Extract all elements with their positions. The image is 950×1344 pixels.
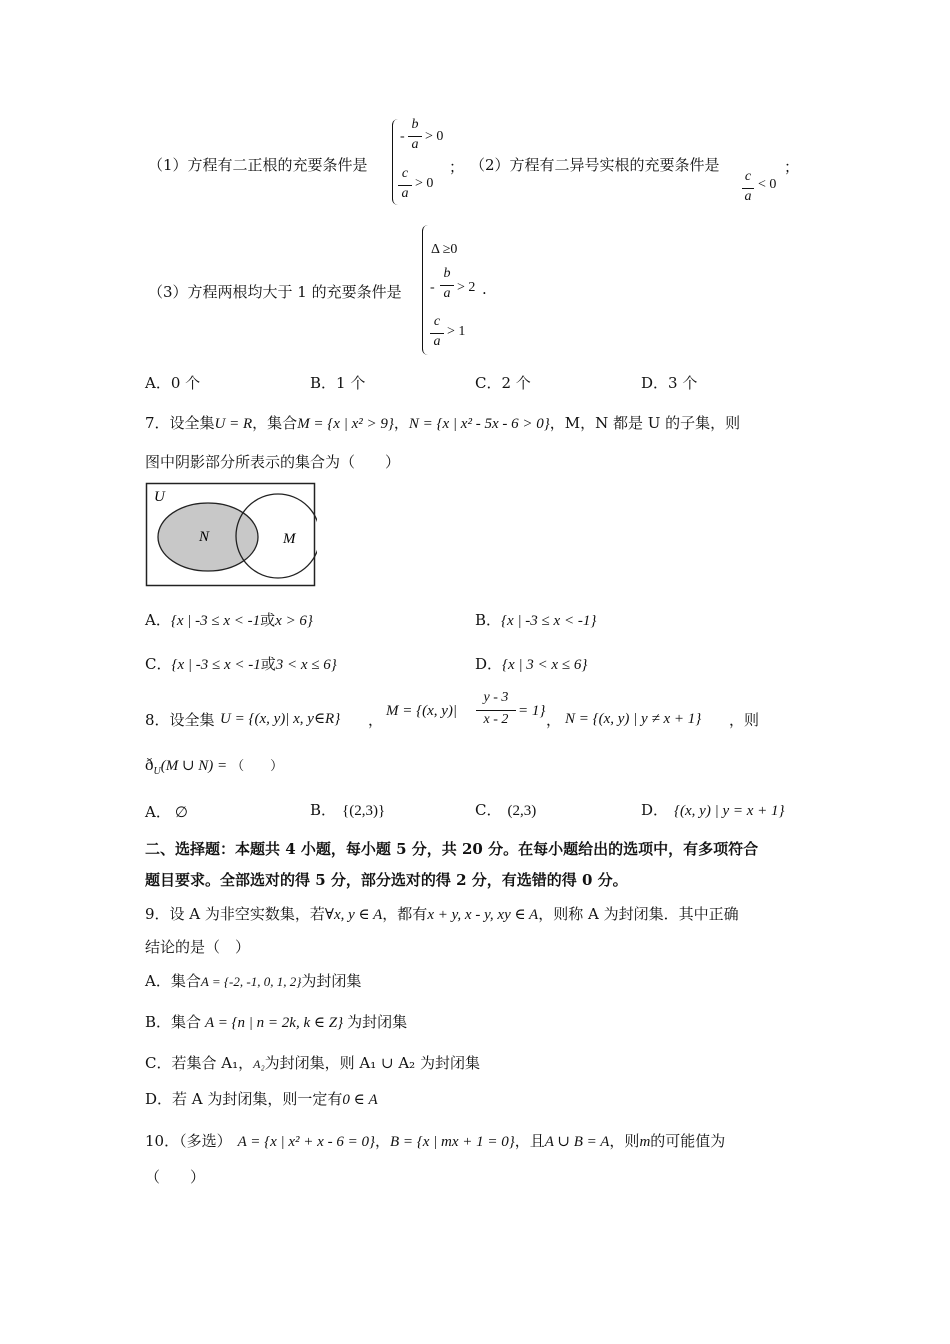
discriminant-condition: Δ ≥0 [431, 242, 458, 257]
union-condition: A ∪ B = A [544, 1134, 610, 1150]
q6-option-d[interactable]: D．3 个 [641, 374, 698, 392]
universal-set-def: U = R [214, 416, 253, 432]
q7-stem: 7．设全集U = R，集合M = {x | x² > 9}，N = {x | x² - 5x - 6 > 0}，M，N 都是 U 的子集，则 [145, 414, 741, 432]
q9-option-a[interactable]: A．集合A = {-2, -1, 0, 1, 2}为封闭集 [145, 972, 362, 990]
q9-option-c[interactable]: C．若集合 A₁，A₂为封闭集，则 A₁ ∪ A₂ 为封闭集 [145, 1054, 480, 1072]
q8-option-a[interactable]: A． ∅ [145, 803, 188, 821]
q7-option-c[interactable]: C．{x | -3 ≤ x < -1或3 < x ≤ 6} [145, 655, 337, 673]
q8-universal-set-def: U = {(x, y)| x, y∈R} [220, 711, 341, 727]
separator: ； [449, 158, 465, 176]
set-m-def: M = {x | x² > 9} [297, 416, 394, 432]
q8-stem-line2: $ð_U(M$ ∪ N) = （ ） [145, 755, 284, 777]
relation: > 0 [425, 129, 444, 144]
q7-stem-line2: 图中阴影部分所表示的集合为（ ） [145, 453, 401, 471]
minus-sign: - [430, 280, 435, 295]
q8-set-m-suffix: = 1} [518, 703, 546, 719]
q8-stem-start: 8．设全集 [145, 711, 215, 729]
fraction-b-over-a: b a [440, 266, 454, 306]
section-heading-line2: 题目要求。全部选对的得 5 分，部分选对的得 2 分，有选错的得 0 分。 [145, 871, 628, 889]
q8-option-c[interactable]: C． (2,3) [475, 801, 537, 819]
q9-stem: 9．设 A 为非空实数集，若∀x, y ∈ A，都有x + y, x - y, xy ∈ A，则称 A 为封闭集．其中正确 [145, 905, 739, 923]
variable-m: m [639, 1134, 651, 1150]
u-label: U [154, 489, 165, 505]
relation: > 2 [457, 280, 476, 295]
q6-option-b[interactable]: B．1 个 [310, 374, 366, 392]
q6-option-a[interactable]: A．0 个 [145, 374, 201, 392]
q9-stem-line2: 结论的是（ ） [145, 938, 251, 956]
period: . [482, 280, 487, 298]
section-heading-line1: 二、选择题：本题共 4 小题，每小题 5 分，共 20 分。在每小题给出的选项中，有多项符合 [145, 840, 759, 858]
q9-option-b[interactable]: B．集合 A = {n | n = 2k, k ∈ Z} 为封闭集 [145, 1013, 408, 1031]
comma: ， [546, 711, 562, 729]
separator: ； [784, 158, 800, 176]
q6-option-c[interactable]: C．2 个 [475, 374, 531, 392]
set-n-def: N = {x | x² - 5x - 6 > 0} [408, 416, 550, 432]
fraction-c-over-a: c a [742, 169, 754, 209]
q6-item1-label: （1）方程有二正根的充要条件是 [148, 156, 368, 174]
fraction-y3-over-x2: y - 3 x - 2 [476, 690, 516, 734]
relation: < 0 [758, 177, 777, 192]
q7-option-b[interactable]: B．{x | -3 ≤ x < -1} [475, 611, 597, 629]
relation: > 1 [447, 324, 466, 339]
q8-set-n-def: N = {(x, y) | y ≠ x + 1} [565, 711, 702, 727]
relation: > 0 [415, 176, 434, 191]
for-all-condition: ∀x, y ∈ A [324, 907, 383, 923]
q6-item3-label: （3）方程两根均大于 1 的充要条件是 [148, 283, 402, 301]
minus-sign: - [400, 129, 405, 144]
q9-option-d[interactable]: D．若 A 为封闭集，则一定有0 ∈ A [145, 1090, 378, 1108]
q8-option-b[interactable]: B． {(2,3)} [310, 801, 386, 819]
m-label: M [283, 531, 296, 547]
complement-symbol: ð [145, 755, 154, 774]
fraction-c-over-a: c a [398, 166, 412, 206]
fraction-b-over-a: b a [408, 117, 422, 157]
n-label: N [199, 529, 210, 545]
set-a-def: A = {x | x² + x - 6 = 0} [237, 1134, 375, 1150]
stem-end: ，则 [729, 711, 760, 729]
fraction-c-over-a: c a [430, 314, 444, 354]
venn-diagram [145, 482, 317, 588]
q7-option-a[interactable]: A．{x | -3 ≤ x < -1或x > 6} [145, 611, 313, 629]
q10-stem-line2: （ ） [145, 1168, 206, 1186]
set-b-def: B = {x | mx + 1 = 0} [389, 1134, 515, 1150]
comma: ， [368, 711, 384, 729]
closure-condition: x + y, x - y, xy ∈ A [427, 907, 539, 923]
q8-set-m-prefix: M = {(x, y)| [386, 703, 458, 719]
q7-option-d[interactable]: D．{x | 3 < x ≤ 6} [475, 655, 588, 673]
q10-stem: 10．（多选） A = {x | x² + x - 6 = 0}，B = {x | mx + 1 = 0}，且A ∪ B = A，则m的可能值为 [145, 1132, 726, 1150]
q8-option-d[interactable]: D． {(x, y) | y = x + 1} [641, 801, 785, 819]
q6-item2-label: （2）方程有二异号实根的充要条件是 [470, 156, 720, 174]
